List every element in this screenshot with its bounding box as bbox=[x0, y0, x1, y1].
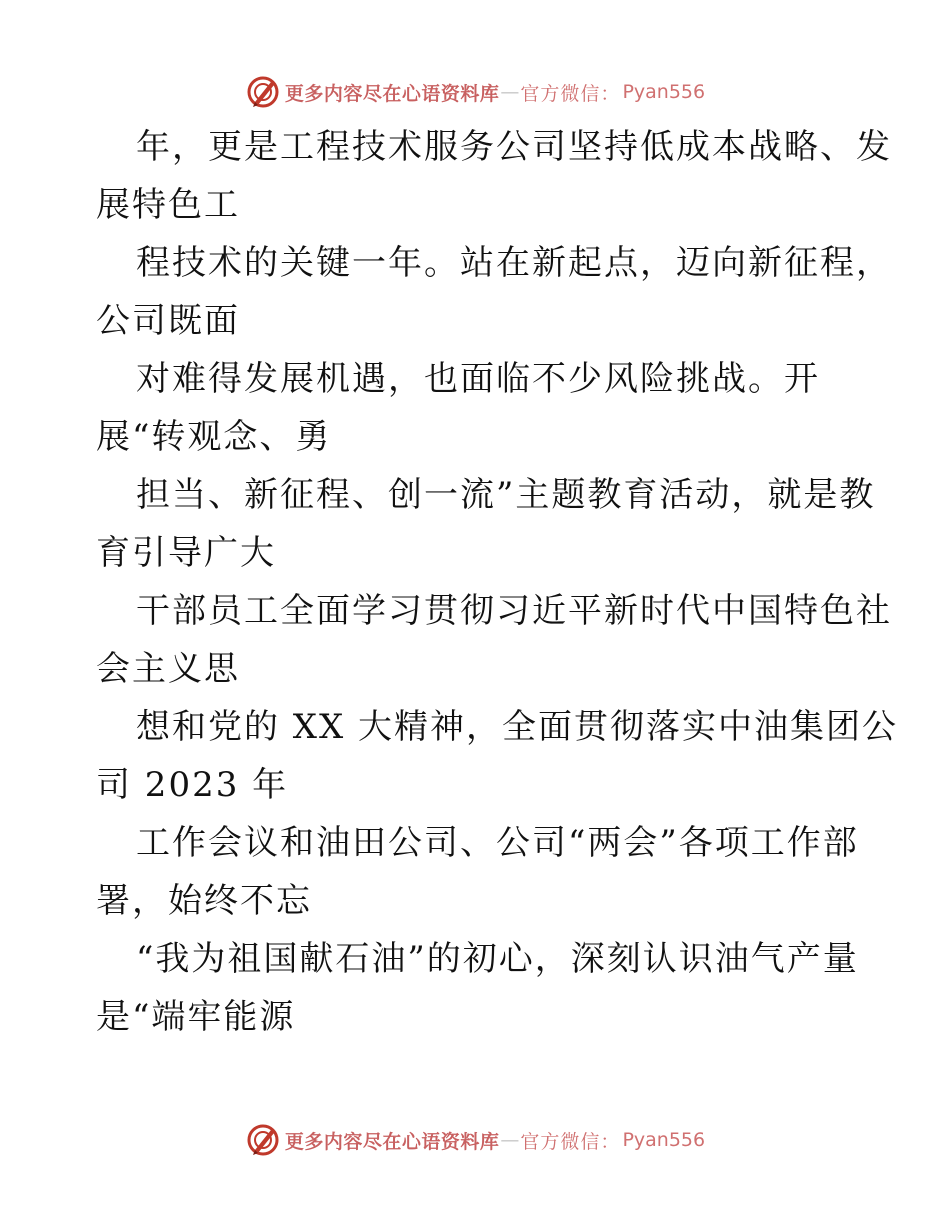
body-line: 对难得发展机遇，也面临不少风险挑战。开 bbox=[136, 359, 820, 399]
watermark-official-label: 官方微信： bbox=[520, 82, 621, 105]
body-line: 育引导广大 bbox=[96, 533, 276, 573]
document-body bbox=[96, 118, 899, 1046]
watermark-official-label: 官方微信： bbox=[520, 1130, 621, 1153]
body-line: 工作会议和油田公司、公司“两会”各项工作部 bbox=[136, 823, 859, 863]
watermark-main-text: 更多内容尽在心语资料库 bbox=[284, 82, 500, 105]
body-line: 展“转观念、勇 bbox=[96, 417, 332, 457]
body-line: 程技术的关键一年。站在新起点，迈向新征程， bbox=[136, 243, 892, 283]
pen-logo-icon bbox=[245, 74, 281, 110]
body-line: 年，更是工程技术服务公司坚持低成本战略、发 bbox=[136, 127, 892, 167]
footer-watermark bbox=[0, 1120, 950, 1160]
body-line: 是“端牢能源 bbox=[96, 997, 296, 1037]
watermark-main-text: 更多内容尽在心语资料库 bbox=[284, 1130, 500, 1153]
body-line: 担当、新征程、创一流”主题教育活动，就是教 bbox=[136, 475, 876, 515]
pen-logo-icon bbox=[245, 1122, 281, 1158]
body-line: “我为祖国献石油”的初心，深刻认识油气产量 bbox=[136, 939, 859, 979]
body-line: 署，始终不忘 bbox=[96, 881, 312, 921]
header-watermark bbox=[0, 72, 950, 112]
body-line: 想和党的 XX 大精神，全面贯彻落实中油集团公 bbox=[136, 707, 899, 747]
body-line: 公司既面 bbox=[96, 301, 240, 341]
body-line: 司 2023 年 bbox=[96, 765, 289, 805]
watermark-dash: — bbox=[500, 1129, 520, 1151]
watermark-dash: — bbox=[500, 81, 520, 103]
body-line: 干部员工全面学习贯彻习近平新时代中国特色社 bbox=[136, 591, 892, 631]
watermark-wechat-id: Pyan556 bbox=[622, 1129, 706, 1151]
watermark-wechat-id: Pyan556 bbox=[622, 81, 706, 103]
body-line: 展特色工 bbox=[96, 185, 240, 225]
body-line: 会主义思 bbox=[96, 649, 240, 689]
